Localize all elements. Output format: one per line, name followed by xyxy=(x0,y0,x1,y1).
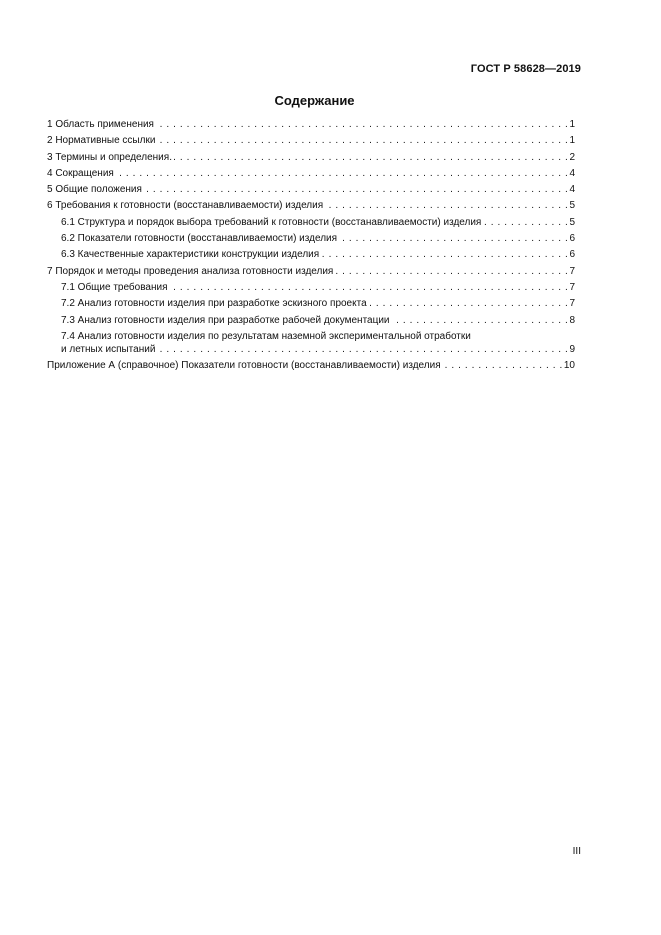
toc-entry-6[interactable] xyxy=(47,199,575,212)
toc-entry-page: 6 xyxy=(569,233,575,245)
toc-entry-6-2[interactable] xyxy=(47,232,575,245)
dot-leader xyxy=(144,183,569,196)
toc-entry-page: 1 xyxy=(569,135,575,147)
toc-entry-page: 2 xyxy=(569,151,575,163)
toc-entry-label: 5 Общие положения xyxy=(47,184,142,196)
toc-entry-2[interactable] xyxy=(47,134,575,147)
dot-leader xyxy=(174,151,568,164)
toc-entry-7-3[interactable] xyxy=(47,314,575,327)
dot-leader xyxy=(157,343,568,356)
dot-leader xyxy=(443,359,563,372)
toc-entry-label: 6.3 Качественные характеристики конструкции изделия xyxy=(61,249,320,261)
page-number: III xyxy=(572,846,581,857)
dot-leader xyxy=(321,248,568,261)
toc-entry-page: 6 xyxy=(569,249,575,261)
toc-entry-label: 4 Сокращения xyxy=(47,167,114,179)
toc-entry-page: 4 xyxy=(569,167,575,179)
toc-entry-label-line1: 7.4 Анализ готовности изделия по результатам наземной экспериментальной отработки xyxy=(61,330,471,342)
dot-leader xyxy=(156,118,568,131)
toc-entry-page: 5 xyxy=(569,200,575,212)
toc-entry-7[interactable] xyxy=(47,265,575,278)
toc-entry-label: 2 Нормативные ссылки xyxy=(47,135,156,147)
dot-leader xyxy=(483,216,568,229)
dot-leader xyxy=(170,281,569,294)
dot-leader xyxy=(325,199,568,212)
toc-entry-7-2[interactable] xyxy=(47,297,575,310)
toc-entry-5[interactable] xyxy=(47,183,575,196)
toc-entry-page: 8 xyxy=(569,314,575,326)
toc-entry-page: 7 xyxy=(569,265,575,277)
toc-entry-label: Приложение А (справочное) Показатели готовности (восстанавливаемости) изделия xyxy=(47,360,441,372)
toc-entry-page: 1 xyxy=(569,119,575,130)
toc-entry-6-1[interactable] xyxy=(47,216,575,229)
toc-entry-label-line2: и летных испытаний xyxy=(61,343,156,355)
toc-entry-page: 7 xyxy=(569,298,575,310)
toc-entry-page: 5 xyxy=(569,216,575,228)
toc-entry-7-4[interactable] xyxy=(47,330,575,356)
toc-entry-label: 1 Область применения xyxy=(47,119,154,130)
toc-entry-label: 6 Требования к готовности (восстанавливаемости) изделия xyxy=(47,200,324,212)
toc-entry-page: 10 xyxy=(563,360,575,372)
toc-entry-label: 7.3 Анализ готовности изделия при разработке рабочей документации xyxy=(61,314,390,326)
dot-leader xyxy=(369,297,569,310)
toc-entry-appendix-a[interactable] xyxy=(47,359,575,372)
toc-entry-page: 9 xyxy=(569,343,575,355)
toc-entry-label: 7 Порядок и методы проведения анализа готовности изделия xyxy=(47,265,334,277)
dot-leader xyxy=(116,167,569,180)
toc-entry-4[interactable] xyxy=(47,167,575,180)
toc-entry-7-1[interactable] xyxy=(47,281,575,294)
toc-entry-6-3[interactable] xyxy=(47,248,575,261)
toc-entry-label: 6.1 Структура и порядок выбора требований к готовности (восстанавливаемости) изделия xyxy=(61,216,482,228)
dot-leader xyxy=(339,232,568,245)
document-code: ГОСТ Р 58628—2019 xyxy=(470,63,581,75)
toc-entry-page: 4 xyxy=(569,184,575,196)
dot-leader xyxy=(392,314,569,327)
dot-leader xyxy=(157,134,568,147)
toc-entry-line2 xyxy=(61,343,575,356)
toc-entry-1[interactable] xyxy=(47,118,575,131)
table-of-contents xyxy=(47,118,575,375)
toc-entry-label: 6.2 Показатели готовности (восстанавливаемости) изделия xyxy=(61,233,338,245)
toc-entry-3[interactable] xyxy=(47,151,575,164)
toc-entry-label: 7.1 Общие требования xyxy=(61,281,168,293)
toc-entry-label: 3 Термины и определения. xyxy=(47,151,172,163)
toc-entry-page: 7 xyxy=(569,281,575,293)
toc-entry-label: 7.2 Анализ готовности изделия при разработке эскизного проекта xyxy=(61,298,367,310)
dot-leader xyxy=(335,265,568,278)
toc-title: Содержание xyxy=(274,93,355,108)
